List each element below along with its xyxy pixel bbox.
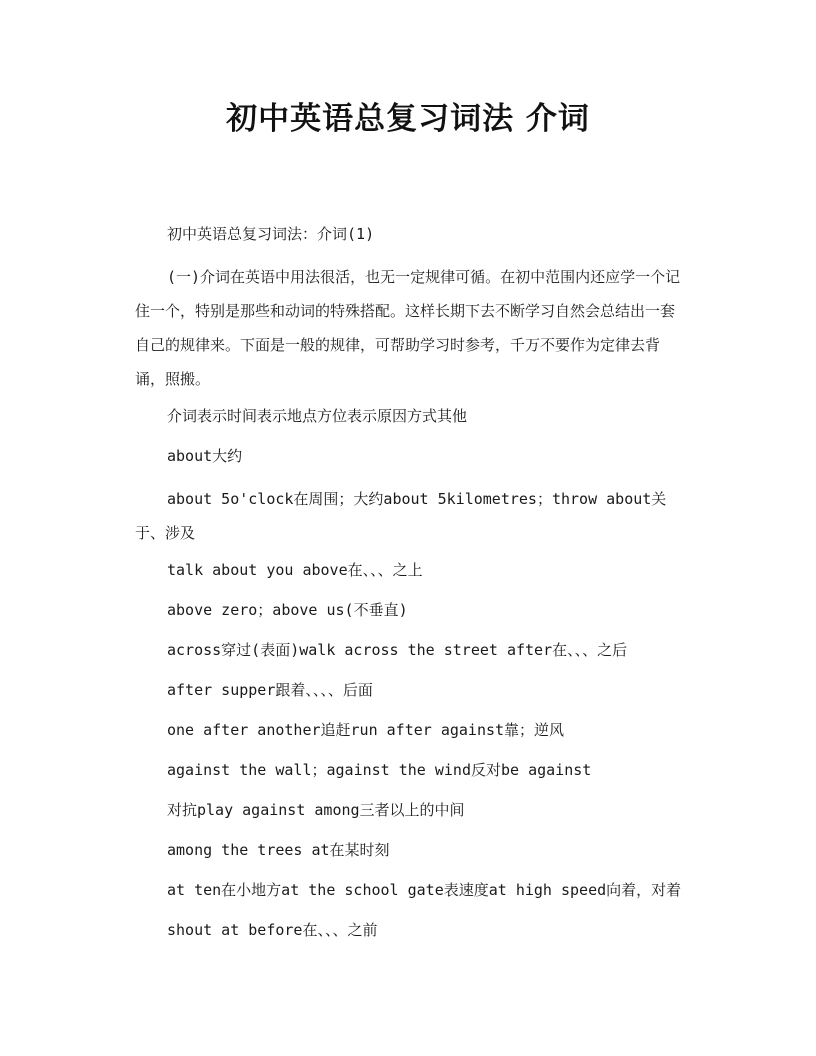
paragraph-entry: one after another追赶run after against靠；逆风	[167, 721, 565, 739]
paragraph-entry: after supper跟着、、、、后面	[167, 681, 373, 699]
paragraph-entry: against the wall；against the wind反对be against	[167, 761, 592, 779]
document-body	[135, 220, 683, 956]
paragraph-entry: talk about you above在、、、之上	[167, 561, 423, 579]
paragraph-entry: shout at before在、、、之前	[167, 921, 378, 939]
paragraph-entry: about 5o'clock在周围；大约about 5kilometres；throw about关于、涉及	[135, 490, 667, 542]
paragraph-entry: 对抗play against among三者以上的中间	[167, 801, 465, 819]
paragraph-entry: at ten在小地方at the school gate表速度at high speed向着，对着	[167, 881, 682, 899]
paragraph-heading: 初中英语总复习词法：介词(1)	[167, 225, 375, 243]
paragraph-entry: among the trees at在某时刻	[167, 841, 390, 859]
paragraph-entry: above zero；above us(不垂直)	[167, 601, 408, 619]
paragraph-intro: (一)介词在英语中用法很活，也无一定规律可循。在初中范围内还应学一个记住一个，特别是那些和动词的特殊搭配。这样长期下去不断学习自然会总结出一套自己的规律来。下面是一般的规律，可帮助学习时参考，千万不要作为定律去背诵，照搬。	[135, 268, 681, 388]
paragraph-entry: about大约	[167, 447, 243, 465]
paragraph-entry: across穿过(表面)walk across the street after在、、、之后	[167, 641, 628, 659]
paragraph-category-header: 介词表示时间表示地点方位表示原因方式其他	[167, 407, 468, 425]
page-title: 初中英语总复习词法 介词	[226, 101, 590, 137]
